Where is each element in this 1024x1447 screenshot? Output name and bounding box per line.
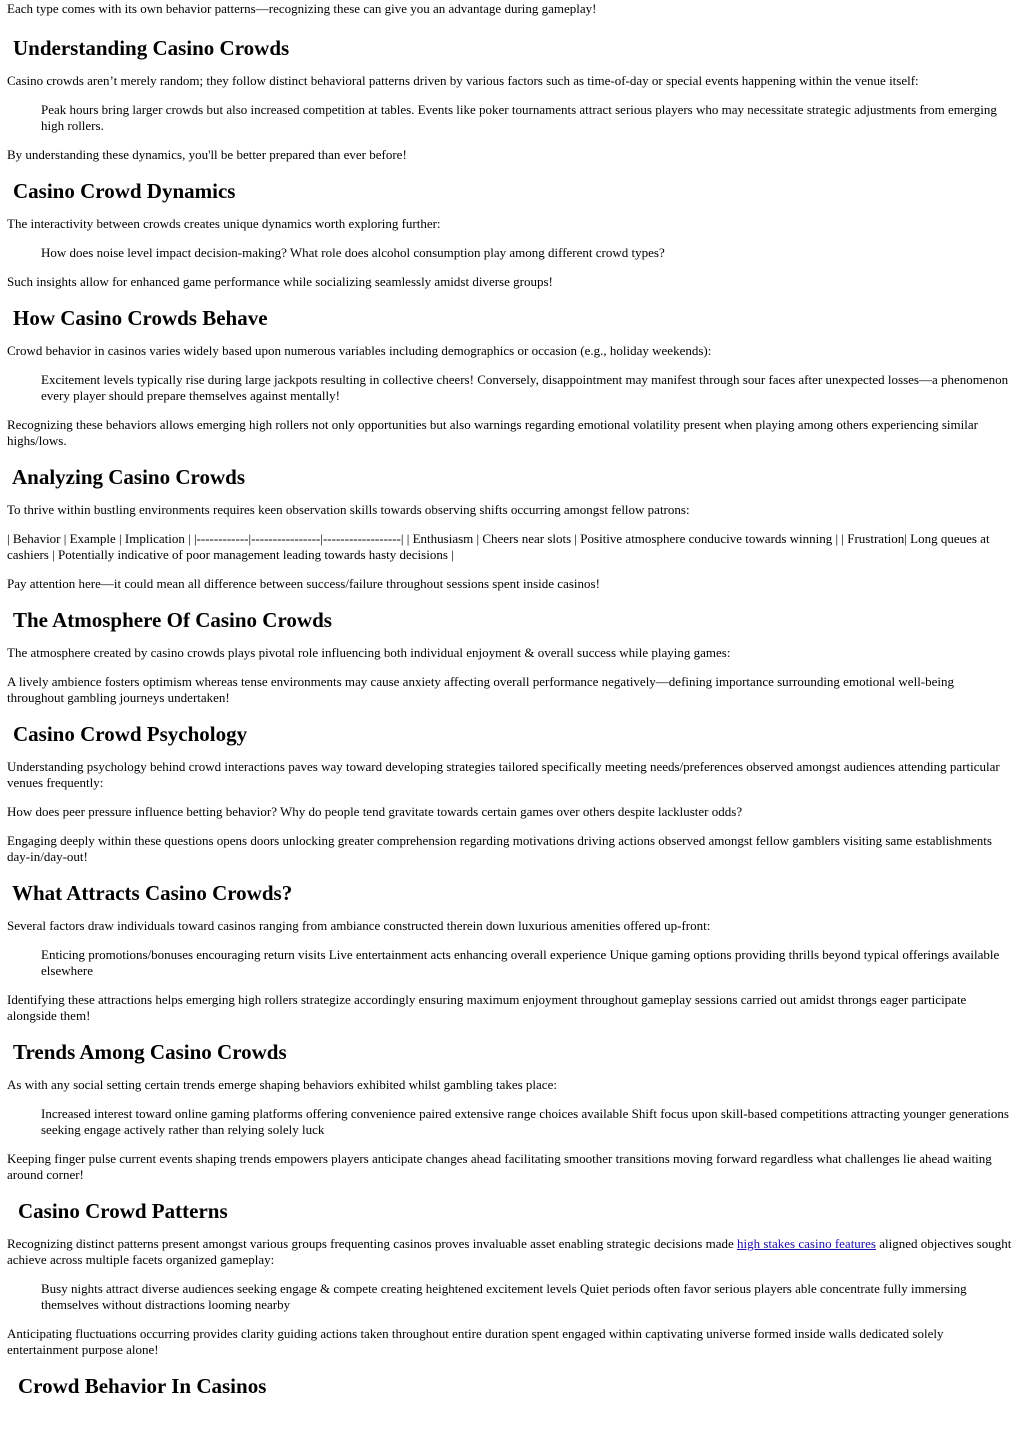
- paragraph-text: Recognizing distinct patterns present amongst various groups frequenting casinos proves invaluable asset enabling strategic decisions made: [7, 1236, 737, 1251]
- blockquote: [7, 1106, 1012, 1138]
- markdown-table-text: | Behavior | Example | Implication | |------------|----------------|------------------| | Enthusiasm | Cheers near slots | Positive atmosphere conducive towards winning | | Frustration| Long queues at cashiers | Potentially indicative of poor management leading towards hasty decisions |: [7, 531, 990, 562]
- blockquote-text: Enticing promotions/bonuses encouraging return visits Live entertainment acts enhancing overall experience Unique gaming options providing thrills beyond typical offerings available elsewhere: [41, 947, 1000, 978]
- heading-atmosphere-of-casino-crowds: The Atmosphere Of Casino Crowds: [13, 608, 332, 632]
- article: [0, 1, 1024, 1398]
- heading-casino-crowd-dynamics: Casino Crowd Dynamics: [13, 179, 236, 203]
- paragraph: Recognizing these behaviors allows emerging high rollers not only opportunities but also warnings regarding emotional volatility present when playing among others experiencing similar highs/lows.: [7, 417, 978, 448]
- paragraph: The interactivity between crowds creates unique dynamics worth exploring further:: [7, 216, 441, 231]
- paragraph: Pay attention here—it could mean all difference between success/failure throughout sessions spent inside casinos!: [7, 576, 600, 591]
- paragraph: Crowd behavior in casinos varies widely based upon numerous variables including demographics or occasion (e.g., holiday weekends):: [7, 343, 712, 358]
- paragraph: By understanding these dynamics, you'll be better prepared than ever before!: [7, 147, 407, 162]
- heading-crowd-behavior-in-casinos: Crowd Behavior In Casinos: [18, 1374, 267, 1398]
- blockquote: [7, 245, 1012, 261]
- blockquote-text: Busy nights attract diverse audiences seeking engage & compete creating heightened excitement levels Quiet periods often favor serious players able concentrate fully immersing themselves without distractions looming nearby: [41, 1281, 967, 1312]
- heading-what-attracts-casino-crowds: What Attracts Casino Crowds?: [12, 881, 293, 905]
- heading-analyzing-casino-crowds: Analyzing Casino Crowds: [12, 465, 245, 489]
- paragraph: Several factors draw individuals toward casinos ranging from ambiance constructed therein down luxurious amenities offered up-front:: [7, 918, 711, 933]
- heading-how-casino-crowds-behave: How Casino Crowds Behave: [13, 306, 268, 330]
- blockquote: [7, 947, 1012, 979]
- blockquote: [7, 372, 1012, 404]
- paragraph: Understanding psychology behind crowd interactions paves way toward developing strategies tailored specifically meeting needs/preferences observed amongst audiences attending particular venues frequently:: [7, 759, 1000, 790]
- blockquote-text: How does noise level impact decision-making? What role does alcohol consumption play among different crowd types?: [41, 245, 665, 260]
- blockquote-text: Increased interest toward online gaming platforms offering convenience paired extensive range choices available Shift focus upon skill-based competitions attracting younger generations seeking engage actively rather than relying solely luck: [41, 1106, 1009, 1137]
- heading-trends-among-casino-crowds: Trends Among Casino Crowds: [13, 1040, 287, 1064]
- paragraph: Casino crowds aren’t merely random; they follow distinct behavioral patterns driven by various factors such as time-of-day or special events happening within the venue itself:: [7, 73, 919, 88]
- heading-casino-crowd-patterns: Casino Crowd Patterns: [18, 1199, 228, 1223]
- paragraph-text: aligned objectives sought achieve across multiple facets organized gameplay:: [7, 1236, 1012, 1267]
- paragraph: Anticipating fluctuations occurring provides clarity guiding actions taken throughout entire duration spent engaged within captivating universe formed inside walls dedicated solely entertainment purpose alone!: [7, 1326, 944, 1357]
- paragraph: Keeping finger pulse current events shaping trends empowers players anticipate changes ahead facilitating smoother transitions moving forward regardless what challenges lie ahead waiting around corner!: [7, 1151, 992, 1182]
- paragraph: As with any social setting certain trends emerge shaping behaviors exhibited whilst gambling takes place:: [7, 1077, 557, 1092]
- paragraph: How does peer pressure influence betting behavior? Why do people tend gravitate towards certain games over others despite lackluster odds?: [7, 804, 743, 819]
- paragraph: Such insights allow for enhanced game performance while socializing seamlessly amidst diverse groups!: [7, 274, 553, 289]
- paragraph: Identifying these attractions helps emerging high rollers strategize accordingly ensuring maximum enjoyment throughout gameplay sessions carried out amidst throngs eager participate alongside them!: [7, 992, 967, 1023]
- paragraph: Engaging deeply within these questions opens doors unlocking greater comprehension regarding motivations driving actions observed amongst fellow gamblers visiting same establishments day-in/day-out!: [7, 833, 992, 864]
- intro-paragraph: Each type comes with its own behavior patterns—recognizing these can give you an advantage during gameplay!: [7, 1, 597, 16]
- blockquote: [7, 102, 1012, 134]
- blockquote-text: Peak hours bring larger crowds but also increased competition at tables. Events like poker tournaments attract serious players who may necessitate strategic adjustments from emerging high rollers.: [41, 102, 997, 133]
- paragraph: A lively ambience fosters optimism whereas tense environments may cause anxiety affecting overall performance negatively—defining importance surrounding emotional well-being throughout gambling journeys undertaken!: [7, 674, 955, 705]
- high-stakes-casino-features-link[interactable]: high stakes casino features: [736, 1236, 876, 1251]
- blockquote-text: Excitement levels typically rise during large jackpots resulting in collective cheers! Conversely, disappointment may manifest through sour faces after unexpected losses—a phenomenon every player should prepare themselves against mentally!: [41, 372, 1009, 403]
- paragraph-with-link: [7, 1236, 1012, 1268]
- heading-understanding-casino-crowds: Understanding Casino Crowds: [13, 36, 290, 60]
- paragraph: The atmosphere created by casino crowds plays pivotal role influencing both individual enjoyment & overall success while playing games:: [7, 645, 731, 660]
- blockquote: [7, 1281, 1012, 1313]
- heading-casino-crowd-psychology: Casino Crowd Psychology: [13, 722, 248, 746]
- paragraph: To thrive within bustling environments requires keen observation skills towards observing shifts occurring amongst fellow patrons:: [7, 502, 690, 517]
